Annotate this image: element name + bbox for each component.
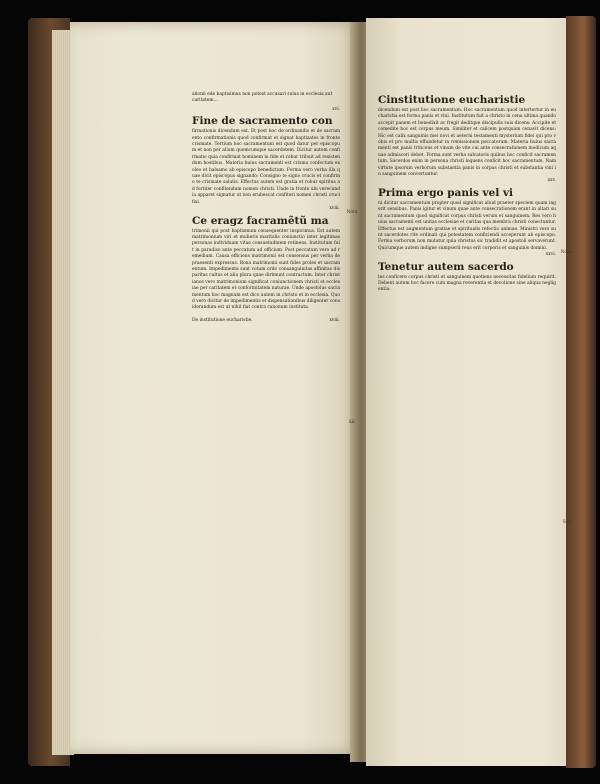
- margin-note: Sic: [562, 520, 570, 525]
- left-footer: [192, 318, 340, 324]
- left-heading-1: Fine de sacramento con: [192, 115, 333, 128]
- right-text-column: [378, 92, 556, 294]
- left-ref-2: xviii.: [329, 206, 340, 212]
- left-run-head: alionii ede baptisimus non potest accusari suius in ecclesia aut caritatem...: [192, 92, 333, 104]
- left-heading-2: Ce eragz facramẽtũ ma: [192, 214, 329, 227]
- left-paragraph-2: trimonii qui post baptismum consequenter inspicimus. Est autem matrimonium viri et mulieris maritalis coniunctio inter legitimas personas individuam vitae consuetudinem retinens. Institutum fuit in paradiso ante peccatum ad officium. Post peccatum vero ad remedium. Causa efficiens matrimonii est consensus per verba de praesenti expressus. Bona matrimonii sunt fides proles et sacramentum. Impedimenta sunt votum ordo consanguinitas affinitas disparitas cultus et alia plura quae dirimunt contractum. Inter christianos vero matrimonium significat coniunctionem christi et ecclesiae per caritatem et conformitatem naturae. Unde apostolus sacramentum hoc magnum est dico autem in christo et in ecclesia. Quod vero dicitur de impedimentis et dispensationibus diligenter considerandum est ut nihil fiat contra canonum instituta.: [192, 228, 340, 311]
- right-paragraph-3: tes conficere corpus christi et sanguinem quotiens necessitas fidelium requirit. Debent autem hoc facere cum magna reverentia et devotione sine aliqua negligentia.: [378, 274, 556, 293]
- left-footer-title: De institutione eucharistie.: [192, 317, 253, 323]
- margin-note: Sic: [348, 420, 356, 425]
- right-ref-1: xxv.: [547, 178, 556, 184]
- margin-note: Nota: [346, 210, 358, 215]
- right-paragraph-2: ni dicitur sacramentum propter quod significat aliud praeter speciem quam ingerit sensibus. Panis igitur et vinum quae ante consecrationem erant in altari sunt sacramentum quod significat corpus christi verum et sanguinem. Res vero huius sacramenti est unitas ecclesiae et caritas qua membra christi conectuntur. Effectus est augmentum gratiae et spiritualis refectio animae. Ministri vero sunt sacerdotes rite ordinati qui potestatem conficiendi acceperunt ab episcopo. Forma verborum non mutatur quia christus sic tradidit et apostoli servaverunt. Quicumque autem indigne sumpserit reus erit corporis et sanguinis domini.: [378, 200, 556, 251]
- right-paragraph-1: dicendum est post hoc sacramentum. Hoc sacramentum quod intertertur in eucharistia est forma panis et vini. Institutum fuit a christo in cena ultima quando accepit panem et benedixit ac fregit deditque discipulis suis dicens: Accipite et comedite hoc est corpus meum. Similiter et calicem postquam cenavit dicens: Hic est calix sanguinis mei novi et aeterni testamenti mysterium fidei qui pro vobis et pro multis effundetur in remissionem peccatorum. Materia huius sacramenti est panis triticeus et vinum de vite cui ante consecrationem modicum aquae admisceri debet. Forma sunt verba salvatoris quibus hoc conficit sacramentum. Sacerdos enim in persona christi loquens conficit hoc sacramentum. Nam virtute ipsorum verborum substantia panis in corpus christi et substantia vini in sanguinem convertuntur.: [378, 108, 556, 178]
- left-ref-1: xvi.: [332, 106, 340, 112]
- right-heading-3: Tenetur autem sacerdo: [378, 260, 514, 273]
- left-footer-number: xviii.: [329, 317, 340, 323]
- right-ref-2: xxvi.: [545, 252, 556, 258]
- margin-note: Nota: [560, 250, 572, 255]
- left-text-column: [192, 92, 340, 324]
- left-paragraph-1: firmationis dicendum est. Et post hoc de ordinandis et de sacramento confirmationis quod confirmat et signat baptizatos in fronte crismate. Tertium hoc sacramentum est quod datur per episcopum et non per alium quemcumque sacerdotem. Dicitur autem confirmatio quia confirmat hominem in fide et robur tribuit ad resistendum hostibus. Materia huius sacramenti est crisma confectum ex oleo et balsamo ab episcopo benedictum. Forma vero verba illa quae dicit episcopus signando: Consigno te signo crucis et confirmo te crismate salutis. Effectus autem est gratia et robur spiritus ad fortiter confitendum nomen christi. Unde in fronte ubi verecundia apparet signatur ut non erubescat confiteri nomen christi crucifixi.: [192, 129, 340, 205]
- right-heading-1: Cinstitutione eucharistie: [378, 94, 526, 106]
- right-cover: [566, 16, 596, 768]
- right-heading-2: Prima ergo panis vel vi: [378, 186, 514, 199]
